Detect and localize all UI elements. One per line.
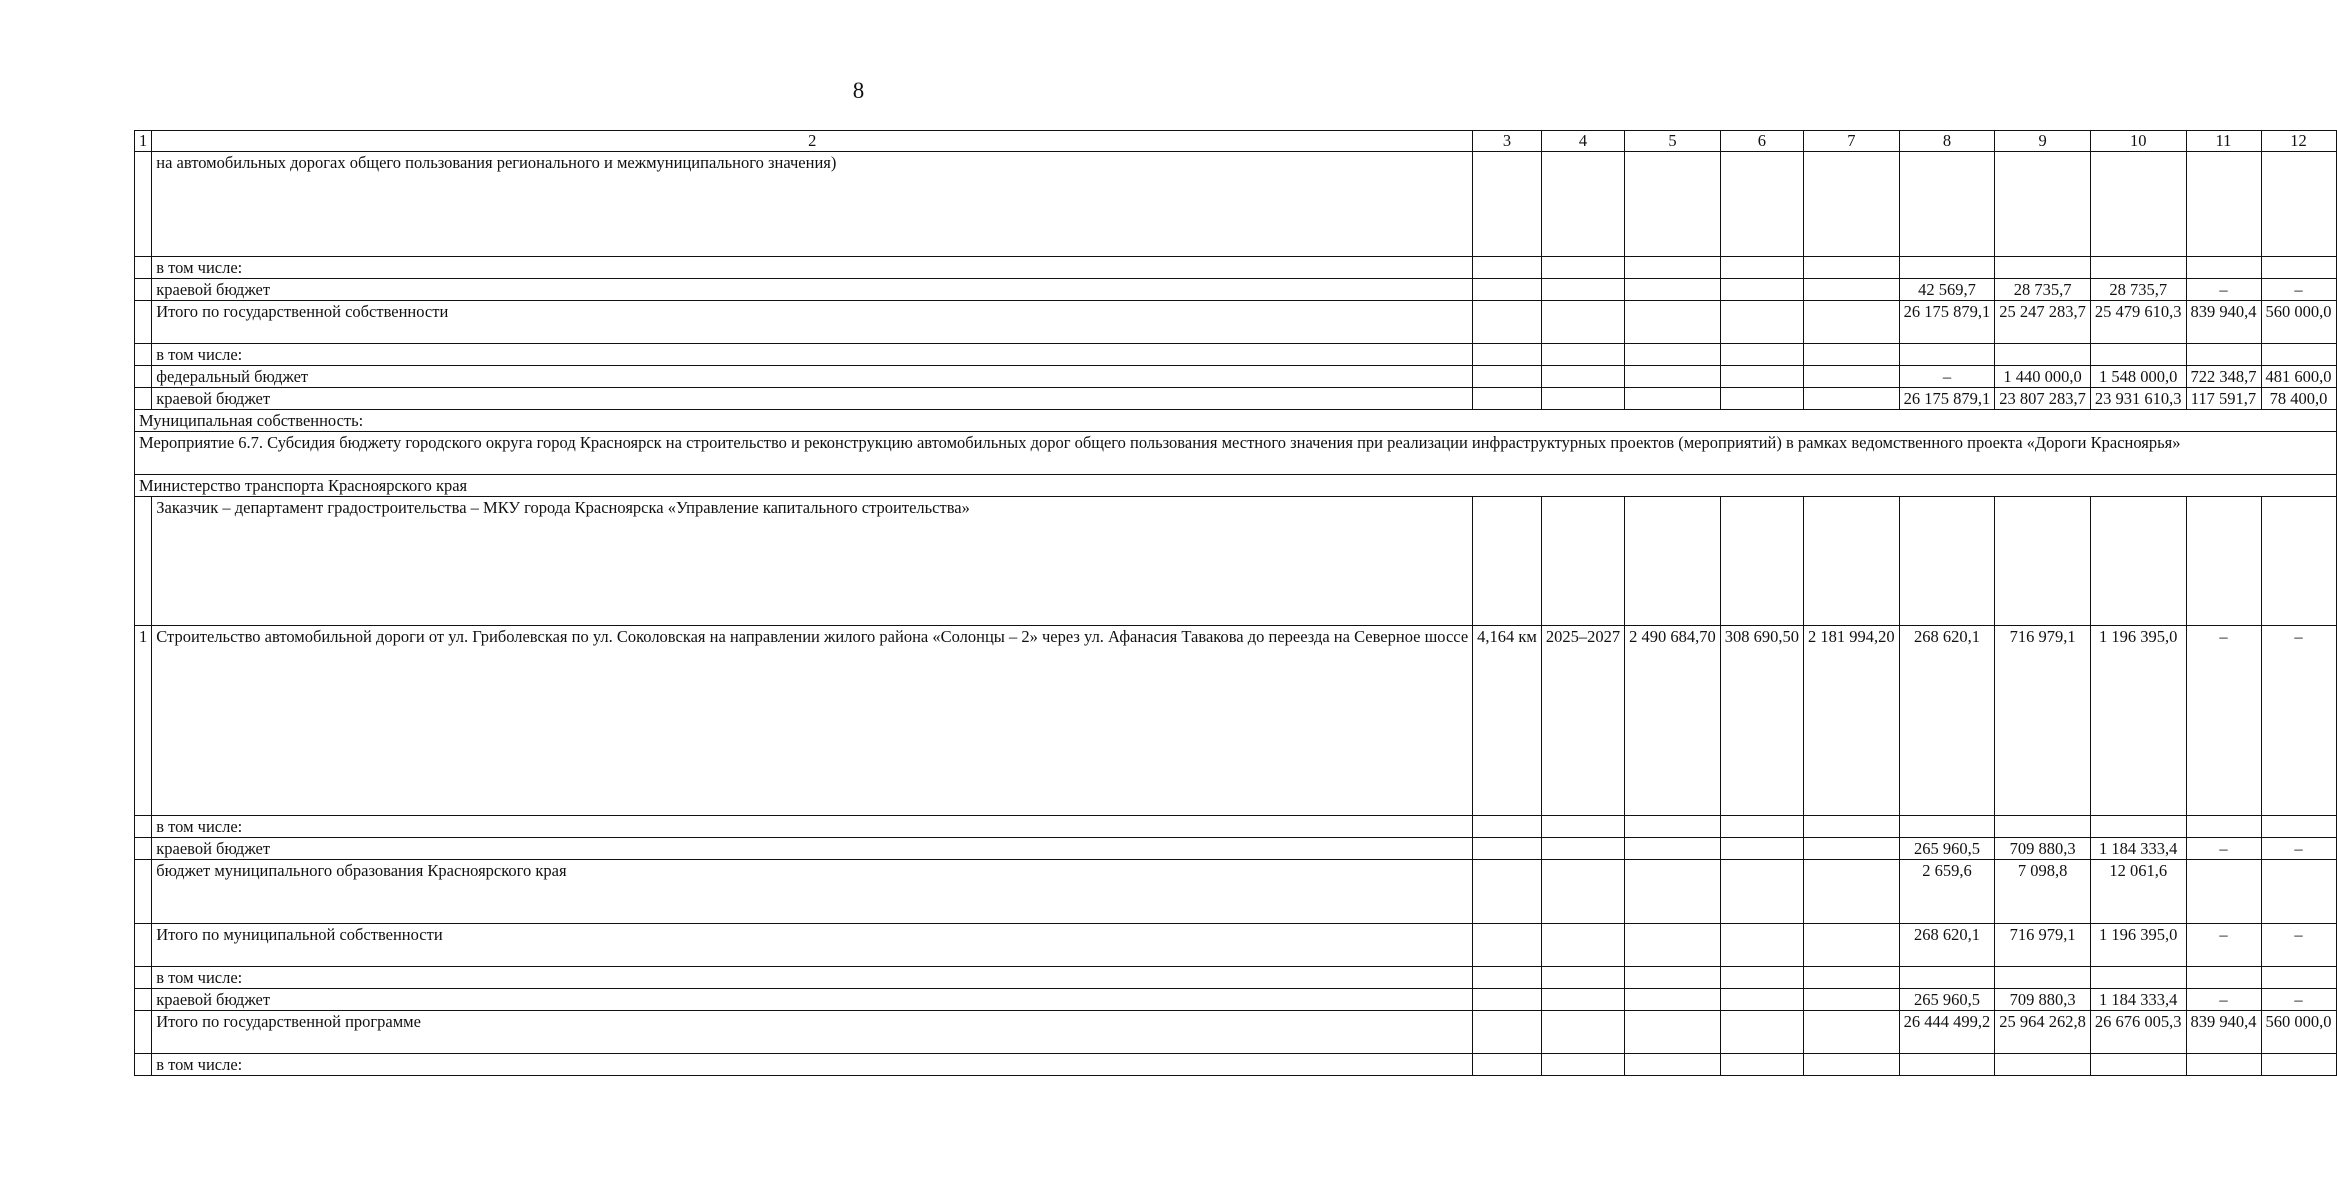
table-cell: 1 548 000,0 (2090, 366, 2186, 388)
table-cell (1541, 152, 1624, 257)
table-cell (135, 366, 152, 388)
row-description: Строительство автомобильной дороги от ул. Гриболевская по ул. Соколовская на направлении жилого района «Солонцы – 2» через ул. Афанасия Тавакова до переезда на Северное шоссе (152, 626, 1473, 816)
row-description: на автомобильных дорогах общего пользования регионального и межмуниципального значения) (152, 152, 1473, 257)
table-cell (1804, 497, 1900, 626)
table-cell (1625, 1011, 1721, 1054)
row-description: в том числе: (152, 816, 1473, 838)
table-cell: 23 931 610,3 (2090, 388, 2186, 410)
table-cell (1541, 989, 1624, 1011)
table-cell: 709 880,3 (1995, 989, 2091, 1011)
table-cell (135, 152, 152, 257)
table-cell (1473, 1054, 1542, 1076)
table-cell (135, 1011, 152, 1054)
page-number: 8 (852, 78, 865, 103)
table-cell (1899, 344, 1995, 366)
table-cell (2261, 257, 2336, 279)
table-cell (1804, 279, 1900, 301)
table-cell: 25 479 610,3 (2090, 301, 2186, 344)
row-description: краевой бюджет (152, 279, 1473, 301)
table-row (135, 257, 2337, 279)
table-row (135, 152, 2337, 257)
table-cell (135, 816, 152, 838)
table-cell (1473, 388, 1542, 410)
table-cell (135, 967, 152, 989)
table-cell (135, 388, 152, 410)
table-cell (2261, 1054, 2336, 1076)
row-description: федеральный бюджет (152, 366, 1473, 388)
table-cell (1541, 816, 1624, 838)
table-cell (135, 1054, 152, 1076)
table-cell (1625, 152, 1721, 257)
table-cell (1720, 279, 1803, 301)
header-cell: 11 (2186, 131, 2261, 152)
section-row (135, 410, 2337, 432)
table-row (135, 497, 2337, 626)
table-cell: 23 807 283,7 (1995, 388, 2091, 410)
table-cell (135, 924, 152, 967)
table-cell: 4,164 км (1473, 626, 1542, 816)
table-cell (1625, 860, 1721, 924)
table-cell: 12 061,6 (2090, 860, 2186, 924)
table-cell (2186, 257, 2261, 279)
header-cell: 7 (1804, 131, 1900, 152)
table-cell: 78 400,0 (2261, 388, 2336, 410)
row-description: бюджет муниципального образования Красноярского края (152, 860, 1473, 924)
table-cell (1473, 366, 1542, 388)
table-cell (1720, 257, 1803, 279)
table-cell (2186, 152, 2261, 257)
table-cell (2090, 816, 2186, 838)
row-description: Итого по государственной программе (152, 1011, 1473, 1054)
table-cell (1804, 1011, 1900, 1054)
table-cell (1625, 989, 1721, 1011)
table-cell (1625, 816, 1721, 838)
row-description: краевой бюджет (152, 989, 1473, 1011)
table-cell (1720, 989, 1803, 1011)
table-cell (1541, 1054, 1624, 1076)
row-description: в том числе: (152, 344, 1473, 366)
table-cell (1720, 967, 1803, 989)
table-cell (1625, 301, 1721, 344)
table-cell (2090, 344, 2186, 366)
table-header-row (135, 131, 2337, 152)
section-row (135, 432, 2337, 475)
header-cell: 5 (1625, 131, 1721, 152)
table-cell (1473, 924, 1542, 967)
table-cell: 560 000,0 (2261, 1011, 2336, 1054)
table-cell (1541, 497, 1624, 626)
table-cell: 2 490 684,70 (1625, 626, 1721, 816)
table-cell (1720, 388, 1803, 410)
table-cell (135, 344, 152, 366)
table-cell (1804, 257, 1900, 279)
table-cell: 28 735,7 (1995, 279, 2091, 301)
table-cell (1541, 924, 1624, 967)
table-cell (135, 860, 152, 924)
table-cell: – (1899, 366, 1995, 388)
table-cell: 26 175 879,1 (1899, 301, 1995, 344)
table-row (135, 1011, 2337, 1054)
table-cell: 265 960,5 (1899, 838, 1995, 860)
table-cell (1720, 344, 1803, 366)
table-cell (2090, 497, 2186, 626)
row-description: краевой бюджет (152, 388, 1473, 410)
table-cell: – (2261, 989, 2336, 1011)
table-cell: – (2186, 626, 2261, 816)
table-cell (1899, 497, 1995, 626)
table-cell (135, 497, 152, 626)
table-cell: 709 880,3 (1995, 838, 2091, 860)
table-cell: 1 196 395,0 (2090, 924, 2186, 967)
table-cell (2261, 816, 2336, 838)
table-cell (1625, 967, 1721, 989)
table-cell: 1 184 333,4 (2090, 989, 2186, 1011)
table-cell (1473, 860, 1542, 924)
table-cell: 26 444 499,2 (1899, 1011, 1995, 1054)
table-cell (1473, 838, 1542, 860)
table-cell (1473, 816, 1542, 838)
table-cell: 560 000,0 (2261, 301, 2336, 344)
row-description: в том числе: (152, 257, 1473, 279)
section-row (135, 475, 2337, 497)
table-cell: 117 591,7 (2186, 388, 2261, 410)
row-description: Итого по муниципальной собственности (152, 924, 1473, 967)
table-row (135, 279, 2337, 301)
table-cell (1625, 366, 1721, 388)
table-cell: 1 440 000,0 (1995, 366, 2091, 388)
table-cell (1473, 257, 1542, 279)
table-cell (1720, 1011, 1803, 1054)
table-cell (1625, 924, 1721, 967)
table-cell (1473, 1011, 1542, 1054)
table-cell (1804, 816, 1900, 838)
header-cell: 12 (2261, 131, 2336, 152)
table-cell (2261, 344, 2336, 366)
table-cell (1804, 1054, 1900, 1076)
table-cell (1804, 838, 1900, 860)
table-cell: – (2186, 838, 2261, 860)
table-cell (1804, 344, 1900, 366)
header-cell: 1 (135, 131, 152, 152)
table-cell: 716 979,1 (1995, 924, 2091, 967)
table-cell (1625, 497, 1721, 626)
table-row (135, 344, 2337, 366)
table-cell: 1 (135, 626, 152, 816)
table-row (135, 366, 2337, 388)
table-cell (1541, 279, 1624, 301)
header-cell: 8 (1899, 131, 1995, 152)
table-cell (1720, 838, 1803, 860)
table-row (135, 301, 2337, 344)
table-cell: 716 979,1 (1995, 626, 2091, 816)
table-cell (1473, 152, 1542, 257)
table-cell (1995, 344, 2091, 366)
table-cell (1625, 344, 1721, 366)
table-cell (1720, 301, 1803, 344)
table-cell: 308 690,50 (1720, 626, 1803, 816)
table-cell (2090, 1054, 2186, 1076)
table-cell (1720, 860, 1803, 924)
header-cell: 3 (1473, 131, 1542, 152)
table-cell (1899, 1054, 1995, 1076)
table-cell (1625, 388, 1721, 410)
table-cell: 268 620,1 (1899, 626, 1995, 816)
row-description: в том числе: (152, 1054, 1473, 1076)
table-row (135, 967, 2337, 989)
table-cell (135, 989, 152, 1011)
table-cell (2261, 497, 2336, 626)
table-cell: 2025–2027 (1541, 626, 1624, 816)
table-cell: 1 196 395,0 (2090, 626, 2186, 816)
table-cell: 42 569,7 (1899, 279, 1995, 301)
table-cell (1899, 152, 1995, 257)
table-cell (1995, 152, 2091, 257)
table-cell (1720, 366, 1803, 388)
table-cell (2186, 816, 2261, 838)
table-cell (1473, 967, 1542, 989)
table-cell (1804, 989, 1900, 1011)
table-cell (1720, 924, 1803, 967)
table-cell (1804, 152, 1900, 257)
table-cell: 722 348,7 (2186, 366, 2261, 388)
table-cell (1625, 1054, 1721, 1076)
table-cell (1995, 497, 2091, 626)
budget-table (134, 130, 2337, 1076)
table-row (135, 924, 2337, 967)
table-cell: – (2186, 279, 2261, 301)
table-cell: 25 247 283,7 (1995, 301, 2091, 344)
table-cell (1473, 989, 1542, 1011)
table-cell (2186, 344, 2261, 366)
table-cell (1541, 838, 1624, 860)
table-cell (1995, 257, 2091, 279)
table-cell: 7 098,8 (1995, 860, 2091, 924)
table-cell: 481 600,0 (2261, 366, 2336, 388)
table-cell (1899, 967, 1995, 989)
row-description: в том числе: (152, 967, 1473, 989)
table-cell: 26 175 879,1 (1899, 388, 1995, 410)
table-cell: – (2261, 279, 2336, 301)
table-row (135, 989, 2337, 1011)
table-cell (2090, 967, 2186, 989)
table-cell (1541, 860, 1624, 924)
table-cell (2090, 152, 2186, 257)
table-cell (1899, 257, 1995, 279)
table-cell (1473, 497, 1542, 626)
table-cell (135, 279, 152, 301)
table-cell (1625, 838, 1721, 860)
table-cell (1541, 1011, 1624, 1054)
table-cell: 1 184 333,4 (2090, 838, 2186, 860)
table-cell (1804, 860, 1900, 924)
section-heading: Министерство транспорта Красноярского края (135, 475, 2337, 497)
header-cell: 2 (152, 131, 1473, 152)
table-cell: 265 960,5 (1899, 989, 1995, 1011)
table-row (135, 860, 2337, 924)
table-cell: – (2186, 924, 2261, 967)
table-cell (1720, 1054, 1803, 1076)
table-cell (2261, 860, 2336, 924)
table-cell (1625, 257, 1721, 279)
table-cell (135, 257, 152, 279)
table-row (135, 388, 2337, 410)
table-cell (2090, 257, 2186, 279)
table-cell (1541, 967, 1624, 989)
table-cell: 26 676 005,3 (2090, 1011, 2186, 1054)
header-cell: 4 (1541, 131, 1624, 152)
header-cell: 10 (2090, 131, 2186, 152)
section-heading: Муниципальная собственность: (135, 410, 2337, 432)
table-cell (1720, 816, 1803, 838)
table-cell: 839 940,4 (2186, 1011, 2261, 1054)
table-cell (1995, 816, 2091, 838)
table-cell (1625, 279, 1721, 301)
table-cell (1541, 388, 1624, 410)
table-cell (2186, 860, 2261, 924)
table-cell (1541, 301, 1624, 344)
table-cell: – (2261, 924, 2336, 967)
table-cell (2186, 1054, 2261, 1076)
table-cell (1541, 344, 1624, 366)
table-cell (2186, 967, 2261, 989)
table-cell (1804, 924, 1900, 967)
table-body (135, 131, 2337, 1076)
table-cell (1541, 257, 1624, 279)
table-row (135, 1054, 2337, 1076)
table-cell (1473, 301, 1542, 344)
row-description: краевой бюджет (152, 838, 1473, 860)
table-cell (2261, 152, 2336, 257)
table-cell (2186, 497, 2261, 626)
table-cell: – (2261, 626, 2336, 816)
table-cell (1473, 344, 1542, 366)
table-cell (1804, 301, 1900, 344)
table-cell (1541, 366, 1624, 388)
table-cell: – (2186, 989, 2261, 1011)
table-cell (1995, 1054, 2091, 1076)
table-cell: 2 181 994,20 (1804, 626, 1900, 816)
table-cell (135, 301, 152, 344)
table-row (135, 626, 2337, 816)
table-cell (1899, 816, 1995, 838)
section-heading: Мероприятие 6.7. Субсидия бюджету городского округа город Красноярск на строительство и реконструкцию автомобильных дорог общего пользования местного значения при реализации инфраструктурных проектов (мероприятий) в рамках ведомственного проекта «Дороги Красноярья» (135, 432, 2337, 475)
table-row (135, 816, 2337, 838)
table-cell (1804, 366, 1900, 388)
table-cell: – (2261, 838, 2336, 860)
header-cell: 6 (1720, 131, 1803, 152)
table-cell (2261, 967, 2336, 989)
table-cell (1995, 967, 2091, 989)
table-cell (135, 838, 152, 860)
table-row (135, 838, 2337, 860)
table-cell: 25 964 262,8 (1995, 1011, 2091, 1054)
table-cell: 28 735,7 (2090, 279, 2186, 301)
table-cell (1804, 388, 1900, 410)
table-cell (1720, 497, 1803, 626)
table-cell (1804, 967, 1900, 989)
table-cell (1720, 152, 1803, 257)
table-cell: 2 659,6 (1899, 860, 1995, 924)
table-cell (1473, 279, 1542, 301)
table-cell: 268 620,1 (1899, 924, 1995, 967)
row-description: Заказчик – департамент градостроительства – МКУ города Красноярска «Управление капитального строительства» (152, 497, 1473, 626)
row-description: Итого по государственной собственности (152, 301, 1473, 344)
table-cell: 839 940,4 (2186, 301, 2261, 344)
header-cell: 9 (1995, 131, 2091, 152)
